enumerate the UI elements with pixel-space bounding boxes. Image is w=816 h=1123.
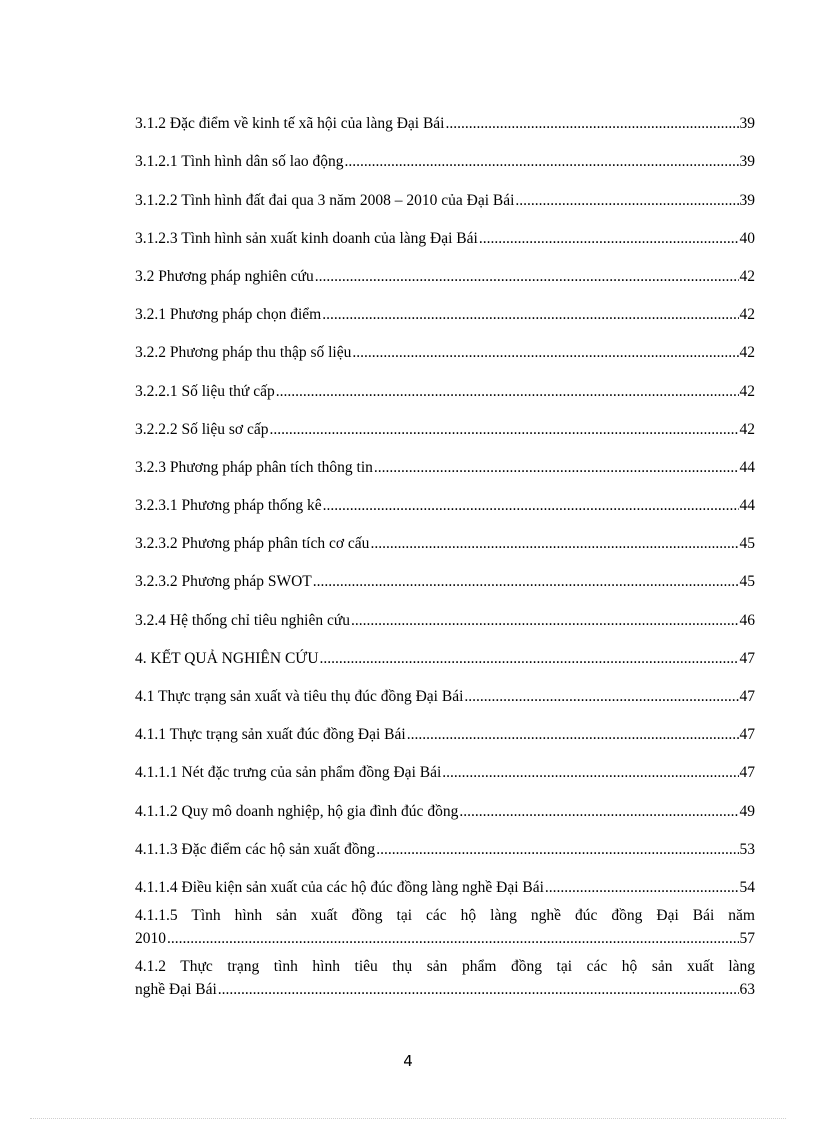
toc-entry-page: 42 <box>739 344 755 362</box>
toc-dot-leader <box>352 343 738 362</box>
toc-entry-title: 4.1.1.3 Đặc điểm các hộ sản xuất đồng <box>135 840 376 858</box>
toc-entry-title: 3.2.3.1 Phương pháp thống kê <box>135 497 322 515</box>
toc-entry-title: 3.1.2.3 Tình hình sản xuất kinh doanh của làng Đại Bái <box>135 229 478 247</box>
toc-entry-page: 47 <box>739 688 755 705</box>
toc-entry-title-line1: 4.1.1.5 Tình hình sản xuất đồng tại các hộ làng nghề đúc đồng Đại Bái năm <box>135 906 755 924</box>
toc-entry-title: 3.2.3.2 Phương pháp phân tích cơ cấu <box>135 535 370 553</box>
toc-entry-page: 47 <box>739 726 755 744</box>
toc-entry-title: 3.2.3 Phương pháp phân tích thông tin <box>135 458 373 476</box>
toc-entry-title: 4.1.1.4 Điều kiện sản xuất của các hộ đúc đồng làng nghề Đại Bái <box>135 878 544 896</box>
toc-entry[interactable] <box>135 515 755 553</box>
toc-dot-leader <box>374 458 739 477</box>
footer-divider <box>30 1118 786 1119</box>
toc-entry-title: 3.1.2.1 Tình hình dân số lao động <box>135 153 344 171</box>
toc-entry-page: 53 <box>739 840 755 858</box>
table-of-contents <box>135 95 755 999</box>
toc-dot-leader <box>276 382 739 401</box>
toc-entry-page: 40 <box>739 229 755 247</box>
toc-dot-leader <box>313 572 739 591</box>
toc-entry[interactable] <box>135 948 755 999</box>
toc-entry-title: 3.2.2.1 Số liệu thứ cấp <box>135 382 275 400</box>
toc-entry-title: 3.1.2 Đặc điểm về kinh tế xã hội của làng Đại Bái <box>135 115 445 133</box>
page-number: 4 <box>403 1052 413 1070</box>
toc-dot-leader <box>323 496 739 515</box>
toc-entry-title: 3.2.3.2 Phương pháp SWOT <box>135 573 312 591</box>
toc-dot-leader <box>464 687 738 706</box>
toc-entry-title: 4.1.1 Thực trạng sản xuất đúc đồng Đại Bái <box>135 726 406 744</box>
toc-entry-page: 44 <box>739 497 755 515</box>
toc-entry-title: 3.1.2.2 Tình hình đất đai qua 3 năm 2008 – 2010 của Đại Bái <box>135 191 515 209</box>
toc-dot-leader <box>351 611 738 630</box>
toc-entry-page: 42 <box>739 382 755 400</box>
toc-dot-leader <box>479 229 739 248</box>
toc-dot-leader <box>407 725 739 744</box>
toc-entry[interactable] <box>135 744 755 782</box>
toc-entry-title-line1: 4.1.2 Thực trạng tình hình tiêu thụ sản phẩm đồng tại các hộ sản xuất làng <box>135 957 755 975</box>
toc-dot-leader <box>445 114 738 133</box>
toc-dot-leader <box>376 840 738 859</box>
toc-entry-page: 47 <box>739 649 755 667</box>
toc-dot-leader <box>167 929 739 948</box>
toc-dot-leader <box>442 763 738 782</box>
toc-entry-page: 47 <box>739 764 755 782</box>
toc-entry-page: 45 <box>739 535 755 553</box>
toc-entry[interactable] <box>135 133 755 171</box>
toc-dot-leader <box>459 802 738 821</box>
toc-entry-title: 3.2.2.2 Số liệu sơ cấp <box>135 420 269 438</box>
toc-entry[interactable] <box>135 401 755 439</box>
toc-entry[interactable] <box>135 706 755 744</box>
toc-entry[interactable] <box>135 477 755 515</box>
toc-entry[interactable] <box>135 324 755 362</box>
toc-entry-page: 49 <box>739 802 755 820</box>
toc-entry-title: 3.2.4 Hệ thống chỉ tiêu nghiên cứu <box>135 611 351 629</box>
toc-dot-leader <box>370 534 738 553</box>
toc-dot-leader <box>320 649 739 668</box>
toc-wrapped-entries <box>135 897 755 999</box>
toc-dot-leader <box>345 152 739 171</box>
toc-entry-page: 54 <box>739 878 755 896</box>
toc-entry[interactable] <box>135 630 755 668</box>
toc-entry[interactable] <box>135 286 755 324</box>
toc-entry-page: 45 <box>739 573 755 591</box>
toc-entry[interactable] <box>135 782 755 820</box>
toc-entries <box>135 95 755 897</box>
toc-entry[interactable] <box>135 897 755 948</box>
toc-entry[interactable] <box>135 859 755 897</box>
toc-entry[interactable] <box>135 95 755 133</box>
toc-entry[interactable] <box>135 553 755 591</box>
toc-entry-title: 4.1.1.2 Quy mô doanh nghiệp, hộ gia đình đúc đồng <box>135 802 459 820</box>
toc-entry-title: 3.2 Phương pháp nghiên cứu <box>135 267 314 285</box>
toc-entry-title: 4.1.1.1 Nét đặc trưng của sản phẩm đồng Đại Bái <box>135 764 442 782</box>
toc-dot-leader <box>545 878 739 897</box>
toc-entry-page: 57 <box>739 929 755 947</box>
toc-entry-page: 39 <box>739 115 755 133</box>
toc-entry-title: 3.2.1 Phương pháp chọn điểm <box>135 306 322 324</box>
toc-entry-page: 39 <box>739 191 755 209</box>
toc-dot-leader <box>218 980 739 999</box>
toc-entry-page: 42 <box>739 267 755 285</box>
toc-entry-page: 63 <box>739 980 755 998</box>
toc-entry[interactable] <box>135 591 755 629</box>
toc-entry-page: 42 <box>739 420 755 438</box>
toc-dot-leader <box>322 305 738 324</box>
toc-entry[interactable] <box>135 171 755 209</box>
toc-entry-page: 39 <box>739 153 755 171</box>
toc-entry[interactable] <box>135 362 755 400</box>
toc-entry-page: 42 <box>739 306 755 324</box>
toc-entry[interactable] <box>135 668 755 706</box>
toc-entry-title: 4. KẾT QUẢ NGHIÊN CỨU <box>135 649 319 667</box>
toc-entry[interactable] <box>135 439 755 477</box>
toc-entry-title-line2: nghề Đại Bái <box>135 980 217 998</box>
toc-entry[interactable] <box>135 248 755 286</box>
toc-entry-title-line2: 2010 <box>135 929 166 947</box>
toc-dot-leader <box>515 191 738 210</box>
toc-entry-page: 46 <box>739 611 755 629</box>
toc-entry-page: 44 <box>739 458 755 476</box>
toc-entry-title: 4.1 Thực trạng sản xuất và tiêu thụ đúc đồng Đại Bái <box>135 688 464 705</box>
toc-dot-leader <box>269 420 738 439</box>
toc-entry[interactable] <box>135 821 755 859</box>
toc-entry[interactable] <box>135 210 755 248</box>
toc-dot-leader <box>315 267 739 286</box>
toc-entry-title: 3.2.2 Phương pháp thu thập số liệu <box>135 344 352 362</box>
